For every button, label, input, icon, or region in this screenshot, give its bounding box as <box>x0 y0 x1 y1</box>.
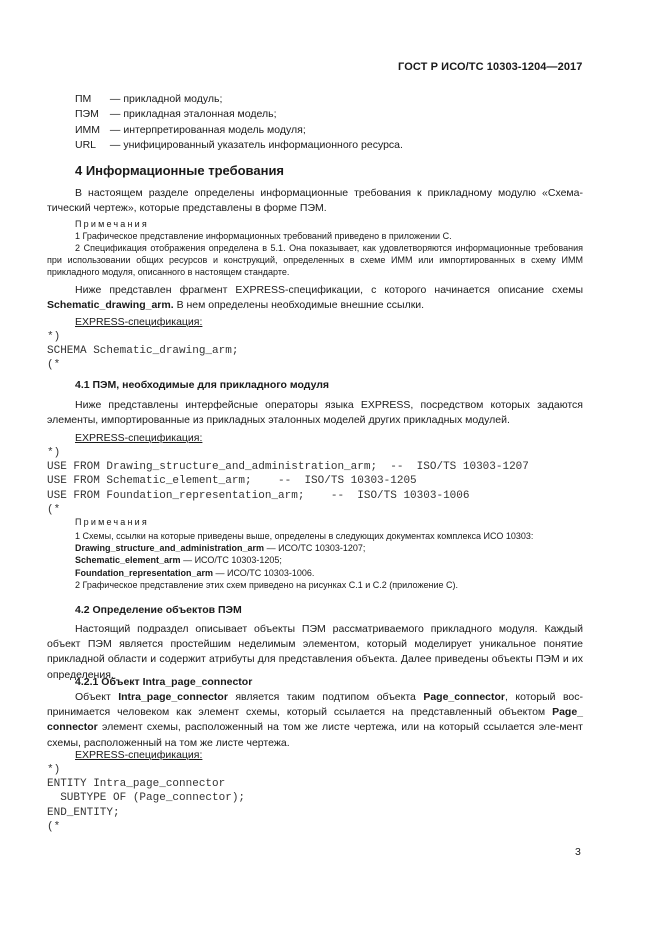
notes-title: Примечания <box>75 219 149 229</box>
section-4-intro: В настоящем разделе определены информационные требования к прикладному модулю «Схема-тический чертеж», которые представлены в форме ПЭМ. <box>47 187 583 215</box>
abbreviation-item: ИММ — интерпретированная модель модуля; <box>75 123 306 136</box>
section-4-2-text: Настоящий подраздел описывает объекты ПЭМ рассматриваемого прикладного модуля. Каждый объект ПЭМ является простейшим неделимым элементом, который моделирует уникальное понятие прикладной области и содержит атрибуты для представления объекта. Далее приведены объекты ПЭМ и их определения. <box>47 623 583 681</box>
section-4-2-1-heading: 4.2.1 Объект Intra_page_connector <box>75 676 253 688</box>
express-spec-label: EXPRESS-спецификация: <box>75 749 203 761</box>
section-4-2-1-text: Объект Intra_page_connector является таким подтипом объекта Page_connector, который вос-принимается человеком как элемент схемы, который ссылается на представленный объектом Page_ connector элемент схемы, расположенный на том же листе чертежа, или на который ссылается эле-мент схемы, расположенный на том же листе чертежа. <box>47 691 583 749</box>
section-4-1-note-1: 1 Схемы, ссылки на которые приведены выше, определены в следующих документах комплекса ИСО 10303: Drawing_structure_and_administration_arm — ИСО/ТС 10303-1207; Schematic_element_arm — ИСО/ТС 10303-1205; Foundation_representation_arm — ИСО/ТС 10303-1006. 2 Графическое представление этих схем приведено на рисунках С.1 и С.2 (приложение С). <box>75 531 534 590</box>
section-4-note-2: 2 Спецификация отображения определена в 5.1. Она показывает, как удовлетворяются информационные требования при использовании общих ресурсов и конструкций, определенных в схеме ИММ или импортированных в схему ИММ прикладного модуля, описанного в настоящем стандарте. <box>47 243 583 278</box>
section-4-fragment-text: Ниже представлен фрагмент EXPRESS-спецификации, с которого начинается описание схемы Schematic_drawing_arm. В нем определены необходимые внешние ссылки. <box>47 284 583 312</box>
standard-header: ГОСТ Р ИСО/ТС 10303-1204—2017 <box>398 61 583 73</box>
section-4-note-1: 1 Графическое представление информационных требований приведено в приложении С. <box>75 231 452 241</box>
section-4-2-heading: 4.2 Определение объектов ПЭМ <box>75 604 242 616</box>
abbreviation-item: ПЭМ — прикладная эталонная модель; <box>75 108 277 121</box>
express-code-block: *) SCHEMA Schematic_drawing_arm; (* <box>47 331 239 372</box>
section-4-1-heading: 4.1 ПЭМ, необходимые для прикладного модуля <box>75 379 330 391</box>
section-4-heading: 4 Информационные требования <box>75 163 285 178</box>
express-code-block: *) USE FROM Drawing_structure_and_administration_arm; -- ISO/TS 10303-1207 USE FROM Schematic_element_arm; -- ISO/TS 10303-1205 USE FROM Foundation_representation_arm; -- ISO/TS 10303-1006 (* <box>47 447 529 516</box>
express-spec-label: EXPRESS-спецификация: <box>75 432 203 444</box>
abbreviation-item: ПМ — прикладной модуль; <box>75 93 223 105</box>
express-spec-label: EXPRESS-спецификация: <box>75 316 203 328</box>
express-code-block: *) ENTITY Intra_page_connector SUBTYPE OF (Page_connector); END_ENTITY; (* <box>47 764 246 833</box>
abbreviation-list <box>75 92 403 153</box>
page-number: 3 <box>575 846 581 858</box>
notes-title: Примечания <box>75 517 149 527</box>
section-4-1-text: Ниже представлены интерфейсные операторы языка EXPRESS, посредством которых задаются элементы, импортированные из прикладных эталонных моделей других прикладных модулей. <box>47 399 583 427</box>
abbreviation-item: URL — унифицированный указатель информационного ресурса. <box>75 138 403 151</box>
